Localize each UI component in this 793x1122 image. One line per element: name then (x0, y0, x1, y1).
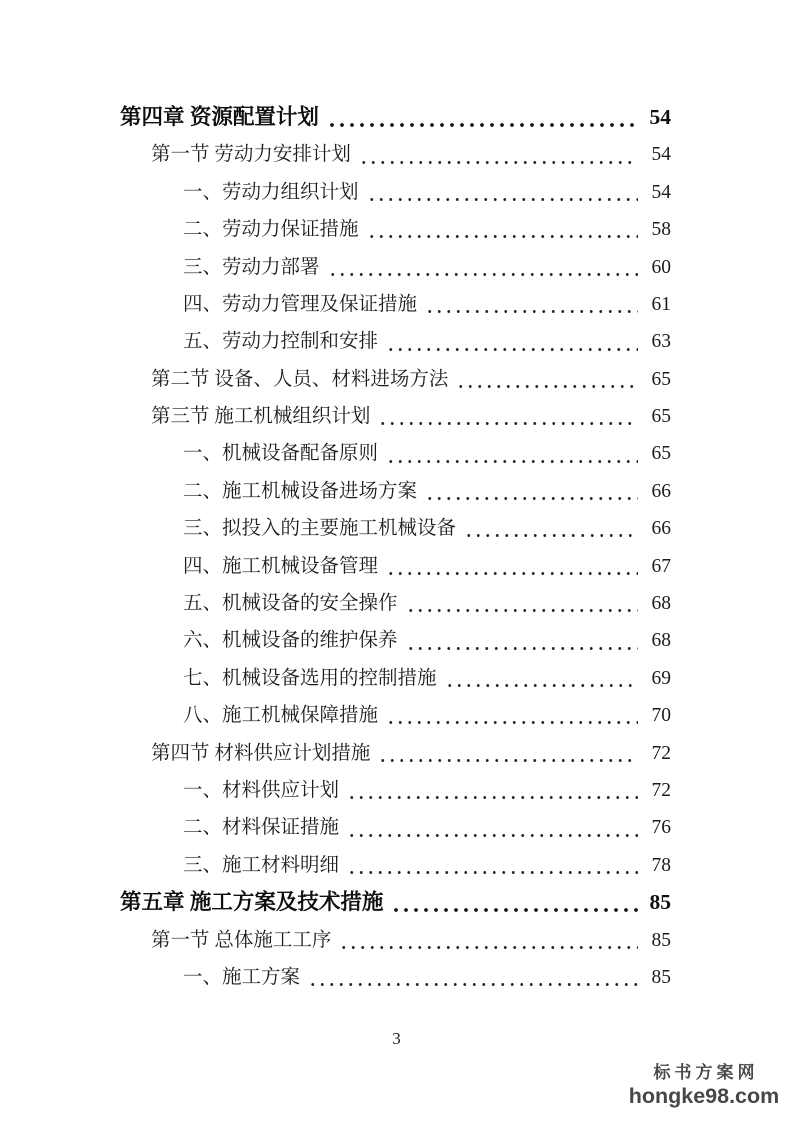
toc-entry-page: 68 (651, 630, 671, 652)
toc-entry-page: 65 (651, 406, 671, 428)
toc-entry-title: 三、施工材料明细 (183, 854, 340, 876)
toc-entry-item (120, 473, 671, 510)
toc-entry-title: 五、劳动力控制和安排 (183, 331, 379, 353)
toc-entry-section (120, 361, 671, 398)
dot-leader (367, 174, 638, 211)
toc-entry-title: 二、施工机械设备进场方案 (183, 480, 418, 502)
toc-entry-page: 69 (651, 667, 671, 689)
toc-entry-page: 61 (651, 293, 671, 315)
dot-leader (456, 361, 638, 398)
toc-entry-item (120, 959, 671, 996)
toc-entry-title: 二、劳动力保证措施 (183, 219, 359, 241)
dot-leader (386, 323, 638, 360)
watermark (623, 1058, 785, 1109)
toc-entry-item (120, 174, 671, 211)
toc-entry-title: 八、施工机械保障措施 (183, 705, 379, 727)
watermark-site-url: hongke98.com (628, 1084, 780, 1108)
toc-entry-title: 一、施工方案 (183, 966, 301, 988)
toc-entry-title: 一、机械设备配备原则 (183, 443, 379, 465)
dot-leader (386, 697, 638, 734)
toc-entry-item (120, 585, 671, 622)
toc-entry-page: 85 (651, 929, 671, 951)
dot-leader (378, 735, 638, 772)
toc-entry-item (120, 436, 671, 473)
toc-entry-page: 85 (649, 890, 671, 915)
dot-leader (386, 436, 638, 473)
toc-entry-item (120, 660, 671, 697)
toc-entry-item (120, 211, 671, 248)
toc-entry-title: 第四节 材料供应计划措施 (151, 742, 371, 764)
toc-entry-page: 66 (651, 480, 671, 502)
toc-entry-title: 一、劳动力组织计划 (183, 181, 359, 203)
toc-entry-item (120, 809, 671, 846)
toc-entry-page: 67 (651, 555, 671, 577)
toc-entry-item (120, 286, 671, 323)
toc-entry-item (120, 510, 671, 547)
toc-entry-page: 54 (651, 181, 671, 203)
toc-entry-page: 66 (651, 518, 671, 540)
toc-entry-page: 65 (651, 443, 671, 465)
toc-entry-title: 第一节 劳动力安排计划 (151, 144, 351, 166)
dot-leader (391, 884, 638, 921)
dot-leader (308, 959, 638, 996)
toc-entry-title: 一、材料供应计划 (183, 779, 340, 801)
toc-entry-chapter (120, 99, 671, 136)
dot-leader (425, 473, 638, 510)
dot-leader (339, 922, 638, 959)
toc-entry-section (120, 136, 671, 173)
toc-entry-title: 第三节 施工机械组织计划 (151, 406, 371, 428)
toc-entry-page: 85 (651, 966, 671, 988)
dot-leader (378, 398, 638, 435)
toc-entry-title: 四、劳动力管理及保证措施 (183, 293, 418, 315)
toc-entry-title: 第二节 设备、人员、材料进场方法 (151, 368, 449, 390)
dot-leader (347, 809, 638, 846)
toc-entry-page: 78 (651, 854, 671, 876)
watermark-site-name: 标书方案网 (653, 1063, 759, 1082)
dot-leader (445, 660, 638, 697)
toc-entry-section (120, 922, 671, 959)
dot-leader (386, 548, 638, 585)
dot-leader (406, 622, 638, 659)
toc-entry-title: 五、机械设备的安全操作 (183, 593, 398, 615)
toc-entry-title: 第一节 总体施工工序 (151, 929, 332, 951)
dot-leader (347, 772, 638, 809)
toc-entry-page: 54 (651, 144, 671, 166)
dot-leader (425, 286, 638, 323)
toc-entry-page: 76 (651, 817, 671, 839)
toc-entry-title: 三、劳动力部署 (183, 256, 320, 278)
toc-entry-page: 72 (651, 742, 671, 764)
toc-entry-page: 54 (649, 104, 671, 129)
toc-entry-chapter (120, 884, 671, 921)
dot-leader (464, 510, 638, 547)
toc-entry-title: 七、机械设备选用的控制措施 (183, 667, 437, 689)
toc-entry-page: 72 (651, 779, 671, 801)
toc-entry-title: 三、拟投入的主要施工机械设备 (183, 518, 457, 540)
toc-entry-title: 六、机械设备的维护保养 (183, 630, 398, 652)
toc-entry-page: 60 (651, 256, 671, 278)
toc-entry-page: 58 (651, 219, 671, 241)
dot-leader (367, 211, 638, 248)
toc-entry-title: 四、施工机械设备管理 (183, 555, 379, 577)
dot-leader (328, 249, 638, 286)
toc-entry-item (120, 847, 671, 884)
toc-entry-item (120, 249, 671, 286)
toc-entry-item (120, 622, 671, 659)
toc-entry-item (120, 548, 671, 585)
dot-leader (359, 136, 638, 173)
footer-page-number: 3 (392, 1029, 401, 1048)
table-of-contents (120, 99, 671, 996)
dot-leader (406, 585, 638, 622)
toc-entry-title: 第五章 施工方案及技术措施 (120, 890, 384, 915)
toc-entry-section (120, 735, 671, 772)
toc-entry-item (120, 697, 671, 734)
toc-entry-page: 63 (651, 331, 671, 353)
toc-entry-page: 68 (651, 593, 671, 615)
toc-entry-page: 70 (651, 705, 671, 727)
toc-entry-item (120, 323, 671, 360)
dot-leader (347, 847, 638, 884)
toc-entry-section (120, 398, 671, 435)
toc-entry-page: 65 (651, 368, 671, 390)
toc-entry-title: 二、材料保证措施 (183, 817, 340, 839)
dot-leader (327, 99, 638, 136)
toc-entry-item (120, 772, 671, 809)
toc-entry-title: 第四章 资源配置计划 (120, 104, 319, 129)
